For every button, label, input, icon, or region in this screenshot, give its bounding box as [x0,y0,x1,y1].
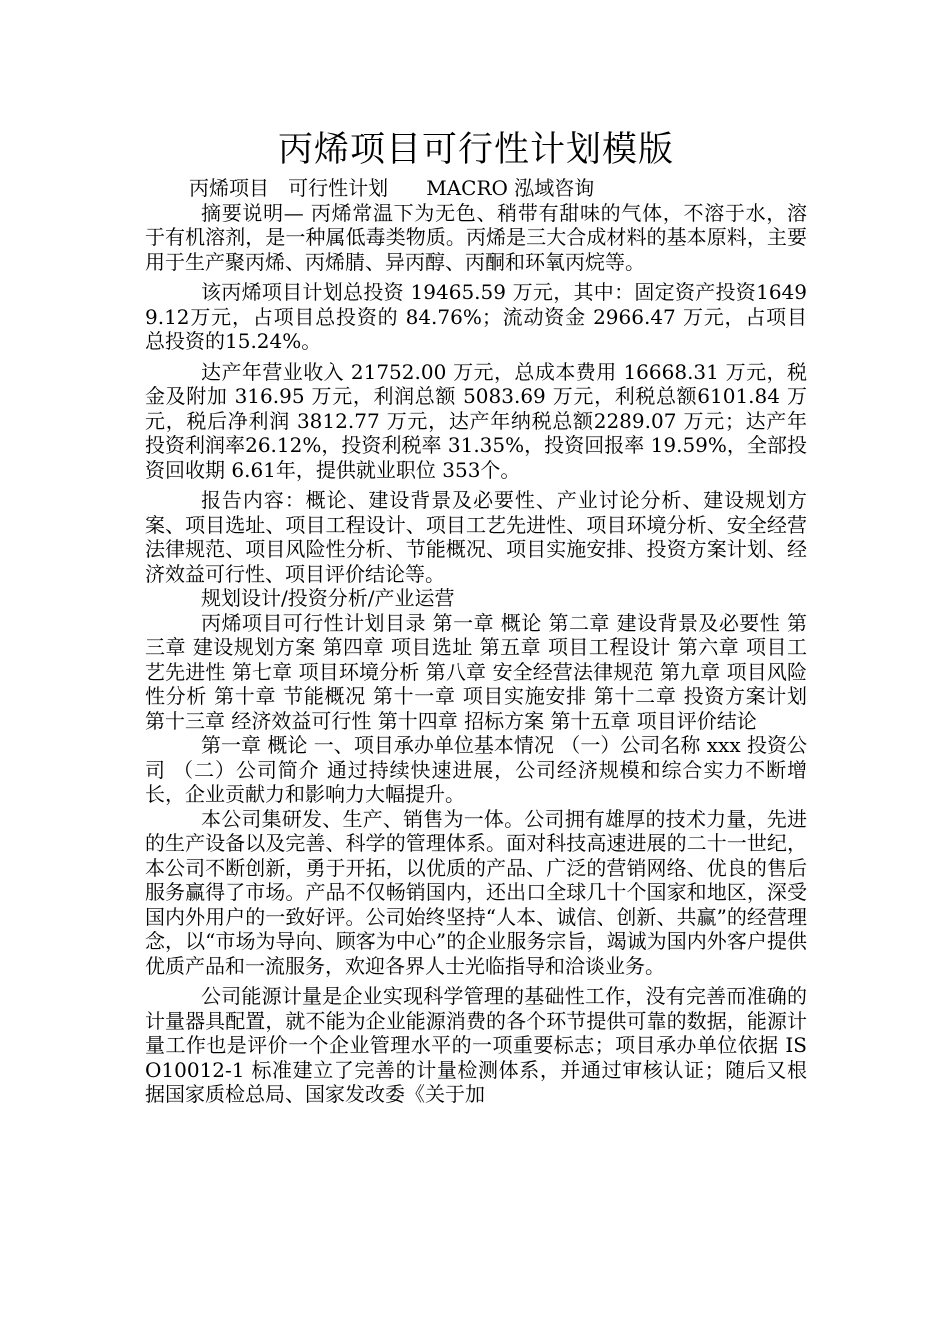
investment-paragraph: 该丙烯项目计划总投资 19465.59 万元，其中：固定资产投资16499.12万元，占项目总投资的 84.76%；流动资金 2966.47 万元，占项目总投资的15.24%。 [145,280,807,353]
report-content-paragraph: 报告内容：概论、建设背景及必要性、产业讨论分析、建设规划方案、项目选址、项目工程设计、项目工艺先进性、项目环境分析、安全经营法律规范、项目风险性分析、节能概况、项目实施安排、投资方案计划、经济效益可行性、项目评价结论等。 [145,488,807,586]
chapter-one-paragraph: 第一章 概论 一、项目承办单位基本情况 （一）公司名称 xxx 投资公司 （二）公司简介 通过持续快速进展，公司经济规模和综合实力不断增长，企业贡献力和影响力大幅提升。 [145,733,807,806]
energy-metering-paragraph: 公司能源计量是企业实现科学管理的基础性工作，没有完善而准确的计量器具配置，就不能为企业能源消费的各个环节提供可靠的数据，能源计量工作也是评价一个企业管理水平的一项重要标志；项目承办单位依据 ISO10012-1 标准建立了完善的计量检测体系，并通过审核认证；随后又根据国家质检总局、国家发改委《关于加 [145,984,807,1106]
table-of-contents-paragraph: 丙烯项目可行性计划目录 第一章 概论 第二章 建设背景及必要性 第三章 建设规划方案 第四章 项目选址 第五章 项目工程设计 第六章 项目工艺先进性 第七章 项目环境分析 第八章 安全经营法律规范 第九章 项目风险性分析 第十章 节能概况 第十一章 项目实施安排 第十二章 投资方案计划 第十三章 经济效益可行性 第十四章 招标方案 第十五章 项目评价结论 [145,610,807,733]
abstract-paragraph: 摘要说明— 丙烯常温下为无色、稍带有甜味的气体，不溶于水，溶于有机溶剂，是一种属低毒类物质。丙烯是三大合成材料的基本原料，主要用于生产聚丙烯、丙烯腈、异丙醇、丙酮和环氧丙烷等。 [145,200,807,274]
revenue-paragraph: 达产年营业收入 21752.00 万元，总成本费用 16668.31 万元，税金及附加 316.95 万元，利润总额 5083.69 万元，利税总额6101.84 万元，税后净利润 3812.77 万元，达产年纳税总额2289.07 万元；达产年投资利润率26.12%，投资利税率 31.35%，投资回报率 19.59%，全部投资回收期 6.61年，提供就业职位 353个。 [145,359,807,482]
document-page [145,128,807,1107]
company-intro-paragraph: 本公司集研发、生产、销售为一体。公司拥有雄厚的技术力量，先进的生产设备以及完善、科学的管理体系。面对科技高速进展的二十一世纪，本公司不断创新，勇于开拓，以优质的产品、广泛的营销网络、优良的售后服务赢得了市场。产品不仅畅销国内，还出口全球几十个国家和地区，深受国内外用户的一致好评。公司始终坚持“人本、诚信、创新、共赢”的经营理念，以“市场为导向、顾客为中心”的企业服务宗旨，竭诚为国内外客户提供优质产品和一流服务，欢迎各界人士光临指导和洽谈业务。 [145,806,807,978]
services-line: 规划设计/投资分析/产业运营 [201,586,455,610]
document-title: 丙烯项目可行性计划模版 [277,130,674,170]
document-subtitle: 丙烯项目 可行性计划 MACRO 泓域咨询 [189,176,595,200]
